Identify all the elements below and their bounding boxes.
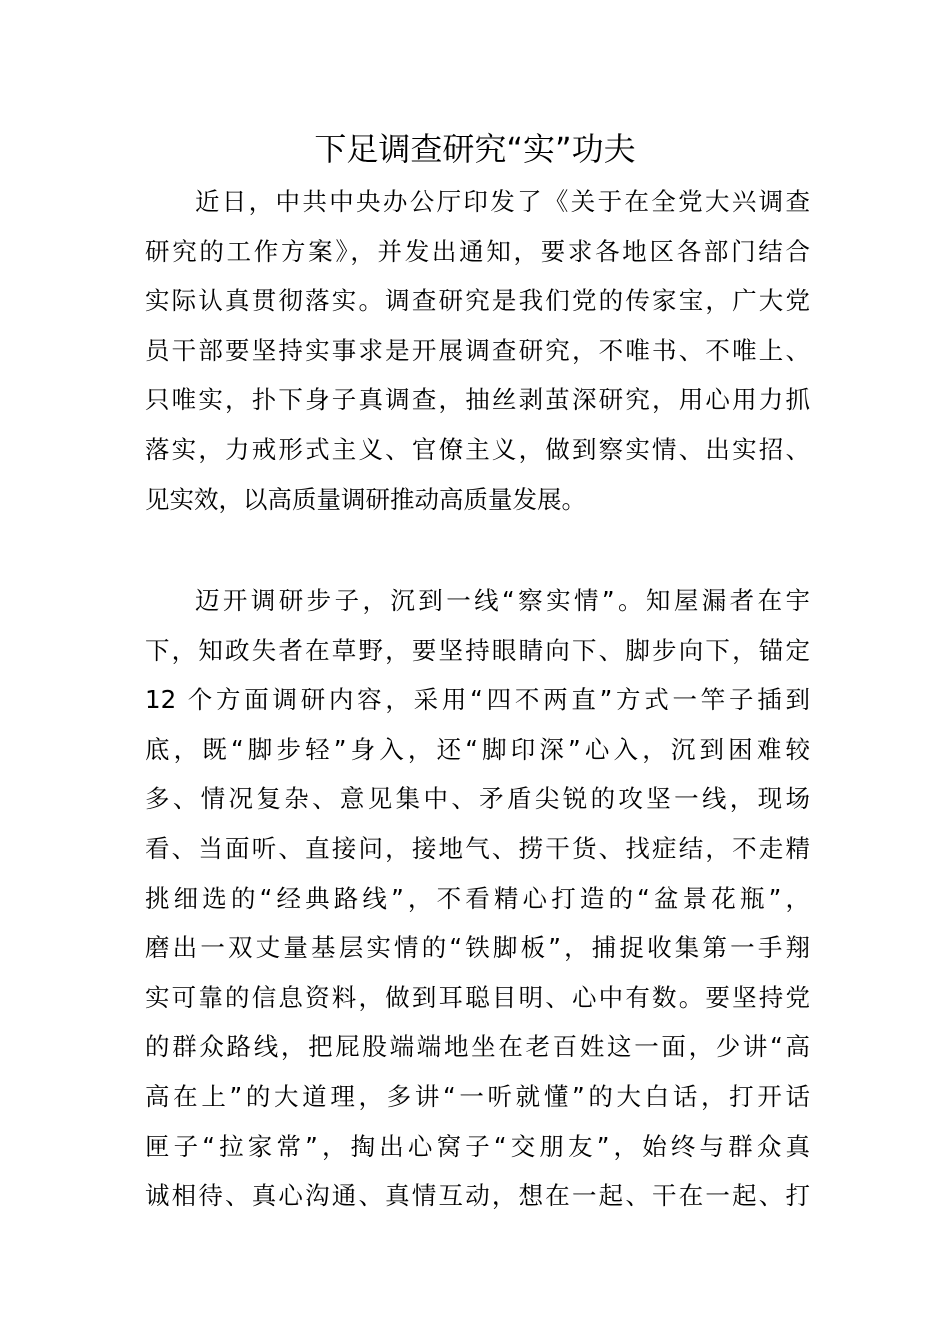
paragraph-line: 迈开调研步子，沉到一线“察实情”。知屋漏者在宇: [195, 586, 810, 615]
paragraph-line: 12 个方面调研内容，采用“四不两直”方式一竿子插到: [145, 685, 810, 715]
paragraph-line: 多、情况复杂、意见集中、矛盾尖锐的攻坚一线，现场: [145, 784, 810, 814]
paragraph-line: 近日，中共中央办公厅印发了《关于在全党大兴调查: [195, 187, 810, 216]
paragraph-2: [145, 576, 810, 1221]
paragraph-line: 下，知政失者在草野，要坚持眼睛向下、脚步向下，锚定: [145, 635, 810, 665]
paragraph-line: 落实，力戒形式主义、官僚主义，做到察实情、出实招、: [145, 434, 810, 464]
paragraph-line: 的群众路线，把屁股端端地坐在老百姓这一面，少讲“高: [145, 1032, 810, 1062]
paragraph-line: 研究的工作方案》，并发出通知，要求各地区各部门结合: [145, 236, 810, 266]
paragraph-line: 看、当面听、直接问，接地气、捞干货、找症结，不走精: [145, 833, 810, 863]
paragraph-line: 诚相待、真心沟通、真情互动，想在一起、干在一起、打: [145, 1181, 810, 1211]
paragraph-line: 员干部要坚持实事求是开展调查研究，不唯书、不唯上、: [145, 335, 810, 365]
paragraph-line: 见实效，以高质量调研推动高质量发展。: [145, 484, 586, 514]
paragraph-1: [145, 177, 810, 524]
paragraph-line: 实际认真贯彻落实。调查研究是我们党的传家宝，广大党: [145, 286, 810, 316]
paragraph-line: 高在上”的大道理，多讲“一听就懂”的大白话，打开话: [145, 1081, 810, 1111]
paragraph-line: 实可靠的信息资料，做到耳聪目明、心中有数。要坚持党: [145, 982, 810, 1012]
paragraph-line: 只唯实，扑下身子真调查，抽丝剥茧深研究，用心用力抓: [145, 385, 810, 415]
paragraph-line: 匣子“拉家常”，掏出心窝子“交朋友”，始终与群众真: [145, 1131, 810, 1161]
paragraph-line: 底，既“脚步轻”身入，还“脚印深”心入，沉到困难较: [145, 734, 810, 764]
paragraph-line: 挑细选的“经典路线”，不看精心打造的“盆景花瓶”，: [145, 883, 810, 913]
paragraph-line: 磨出一双丈量基层实情的“铁脚板”，捕捉收集第一手翔: [145, 933, 810, 963]
document-title: 下足调查研究“实”功夫: [314, 130, 636, 168]
